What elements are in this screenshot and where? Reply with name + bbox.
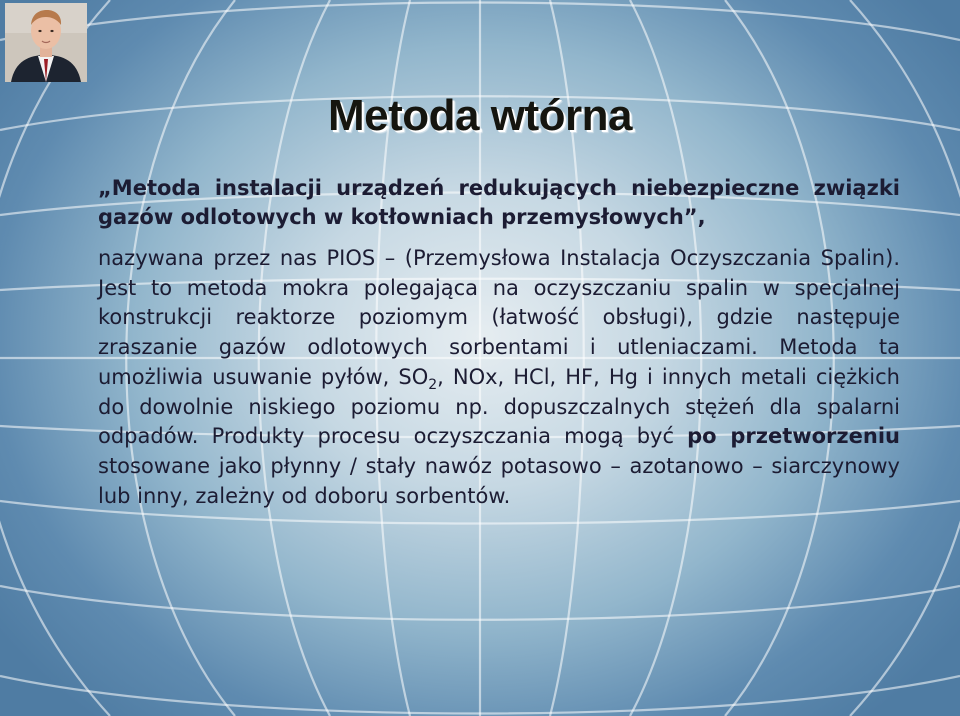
slide-content [98, 174, 900, 511]
slide-title: Metoda wtórna [328, 91, 632, 141]
presenter-portrait [5, 3, 87, 82]
method-description [98, 244, 900, 511]
method-heading: „Metoda instalacji urządzeń redukujących niebezpieczne związki gazów odlotowych w kotłowniach przemysłowych”, [98, 176, 900, 229]
subscript-2: 2 [428, 377, 438, 393]
description-part-3: stosowane jako płynny / stały nawóz potasowo – azotanowo – siarczynowy lub inny, zależny od doboru sorbentów. [98, 453, 900, 508]
description-part-1: nazywana przez nas PIOS – (Przemysłowa Instalacja Oczyszczania Spalin). Jest to metoda mokra polegająca na oczyszczaniu spalin w specjalnej konstrukcji reaktorze poziomym (łatwość obsługi), gdzie następuje zraszanie gazów odlotowych sorbentami i utleniaczami. Metoda ta umożliwia usuwanie pyłów, SO [98, 246, 900, 389]
description-part-2: , NOx, HCl, HF, Hg i innych metali ciężkich do dowolnie niskiego poziomu np. dopuszczalnych stężeń dla spalarni odpadów. Produkty procesu oczyszczania mogą być [98, 364, 900, 449]
description-emphasis: po przetworzeniu [687, 424, 900, 449]
